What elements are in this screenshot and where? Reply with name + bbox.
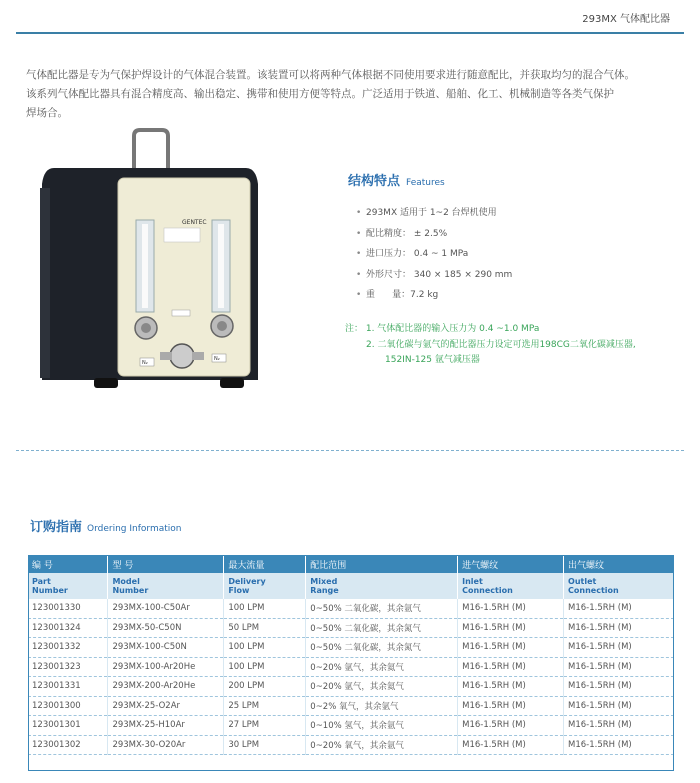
intro-line-3: 焊场合。: [26, 107, 68, 119]
table-cell: 293MX-30-O20Ar: [108, 735, 224, 755]
column-header: 型 号: [108, 555, 224, 573]
column-header-en: Outlet Connection: [564, 573, 674, 599]
feature-item: • 293MX 适用于 1~2 台焊机使用: [356, 208, 497, 218]
table-cell: 0~50% 二氧化碳，其余氮气: [306, 638, 458, 658]
feature-item: • 重 量：7.2 kg: [356, 290, 439, 300]
table-header-en: [28, 573, 674, 599]
page-header-title: 293MX 气体配比器: [582, 14, 670, 25]
section-divider: [16, 450, 684, 451]
table-cell: 0~10% 氢气，其余氩气: [306, 716, 458, 736]
table-cell: 123001323: [28, 657, 108, 677]
column-header-en: Mixed Range: [306, 573, 458, 599]
top-divider: [16, 32, 684, 34]
table-cell: M16-1.5RH (M): [564, 716, 674, 736]
intro-line-2: 该系列气体配比器具有混合精度高、输出稳定、携带和使用方便等特点。广泛适用于铁道、船舶、化工、机械制造等各类气保护: [26, 88, 614, 100]
table-cell: 293MX-100-Ar20He: [108, 657, 224, 677]
table-cell: M16-1.5RH (M): [564, 677, 674, 697]
table-cell: 100 LPM: [224, 599, 306, 618]
table-cell: 123001331: [28, 677, 108, 697]
table-cell: 0~50% 二氧化碳，其余氮气: [306, 618, 458, 638]
table-row: [28, 696, 674, 716]
column-header: 编 号: [28, 555, 108, 573]
table-cell: M16-1.5RH (M): [458, 657, 564, 677]
ordering-title: [30, 516, 181, 535]
table-cell: 0~50% 二氧化碳，其余氩气: [306, 599, 458, 618]
table-cell: 123001330: [28, 599, 108, 618]
note-line-2: 2. 二氧化碳与氩气的配比器压力设定可选用198CG二氧化碳减压器,: [366, 339, 636, 350]
table-row: [28, 638, 674, 658]
table-cell: 27 LPM: [224, 716, 306, 736]
ordering-title-cn: 订购指南: [30, 520, 83, 535]
table-cell: 123001324: [28, 618, 108, 638]
table-cell: M16-1.5RH (M): [458, 677, 564, 697]
table-cell: 50 LPM: [224, 618, 306, 638]
table-cell: M16-1.5RH (M): [564, 599, 674, 618]
table-row: [28, 716, 674, 736]
note-line-3: 152IN-125 氩气减压器: [385, 355, 480, 365]
table-cell: 123001332: [28, 638, 108, 658]
table-header-cn: [28, 555, 674, 573]
table-cell: 200 LPM: [224, 677, 306, 697]
table-cell: 0~20% 氩气，其余氦气: [306, 677, 458, 697]
intro-paragraph: [26, 66, 676, 123]
table-cell: M16-1.5RH (M): [564, 657, 674, 677]
table-cell: M16-1.5RH (M): [458, 638, 564, 658]
notes-block: [345, 322, 636, 369]
table-row: [28, 677, 674, 697]
table-cell: 25 LPM: [224, 696, 306, 716]
feature-item: • 进口压力： 0.4 ~ 1 MPa: [356, 249, 469, 259]
table-cell: 0~2% 氧气，其余氩气: [306, 696, 458, 716]
product-gas-tag-left: N₂: [142, 360, 148, 366]
table-cell: M16-1.5RH (M): [458, 618, 564, 638]
table-cell: 293MX-200-Ar20He: [108, 677, 224, 697]
table-row: [28, 735, 674, 755]
column-header-en: Inlet Connection: [458, 573, 564, 599]
table-row: [28, 618, 674, 638]
table-cell: 100 LPM: [224, 657, 306, 677]
table-cell: 293MX-100-C50N: [108, 638, 224, 658]
column-header: 进气螺纹: [458, 555, 564, 573]
column-header-en: Model Number: [108, 573, 224, 599]
table-row: [28, 657, 674, 677]
column-header: 出气螺纹: [564, 555, 674, 573]
column-header: 配比范围: [306, 555, 458, 573]
product-brand-text: GENTEC: [182, 219, 207, 226]
table-row: [28, 599, 674, 618]
table-cell: M16-1.5RH (M): [458, 696, 564, 716]
features-title-en: Features: [406, 178, 445, 188]
features-list: [356, 206, 512, 309]
table-cell: M16-1.5RH (M): [564, 735, 674, 755]
column-header-en: Part Number: [28, 573, 108, 599]
table-cell: M16-1.5RH (M): [458, 599, 564, 618]
table-cell: 123001301: [28, 716, 108, 736]
ordering-table: [28, 555, 674, 755]
product-image: [36, 128, 266, 398]
column-header: 最大流量: [224, 555, 306, 573]
feature-item: • 配比精度： ± 2.5%: [356, 228, 448, 239]
note-line-1: 注： 1. 气体配比器的输入压力为 0.4 ~1.0 MPa: [345, 324, 540, 334]
table-cell: 293MX-100-C50Ar: [108, 599, 224, 618]
table-cell: M16-1.5RH (M): [458, 735, 564, 755]
feature-item: • 外形尺寸： 340 × 185 × 290 mm: [356, 269, 513, 280]
table-cell: 100 LPM: [224, 638, 306, 658]
table-cell: 30 LPM: [224, 735, 306, 755]
table-cell: M16-1.5RH (M): [564, 638, 674, 658]
column-header-en: Delivery Flow: [224, 573, 306, 599]
product-gas-tag-right: N₂: [214, 356, 220, 362]
table-cell: 0~20% 氧气，其余氩气: [306, 735, 458, 755]
features-title-cn: 结构特点: [348, 174, 401, 189]
ordering-title-en: Ordering Information: [87, 524, 182, 534]
table-cell: M16-1.5RH (M): [564, 696, 674, 716]
table-cell: 123001300: [28, 696, 108, 716]
table-cell: 123001302: [28, 735, 108, 755]
table-cell: 0~20% 氩气，其余氦气: [306, 657, 458, 677]
table-cell: M16-1.5RH (M): [564, 618, 674, 638]
intro-line-1: 气体配比器是专为气保护焊设计的气体混合装置。该装置可以将两种气体根据不同使用要求进行随意配比，并获取均匀的混合气体。: [26, 69, 635, 81]
features-title: [348, 170, 445, 189]
table-cell: 293MX-25-H10Ar: [108, 716, 224, 736]
table-cell: 293MX-50-C50N: [108, 618, 224, 638]
table-cell: M16-1.5RH (M): [458, 716, 564, 736]
table-cell: 293MX-25-O2Ar: [108, 696, 224, 716]
